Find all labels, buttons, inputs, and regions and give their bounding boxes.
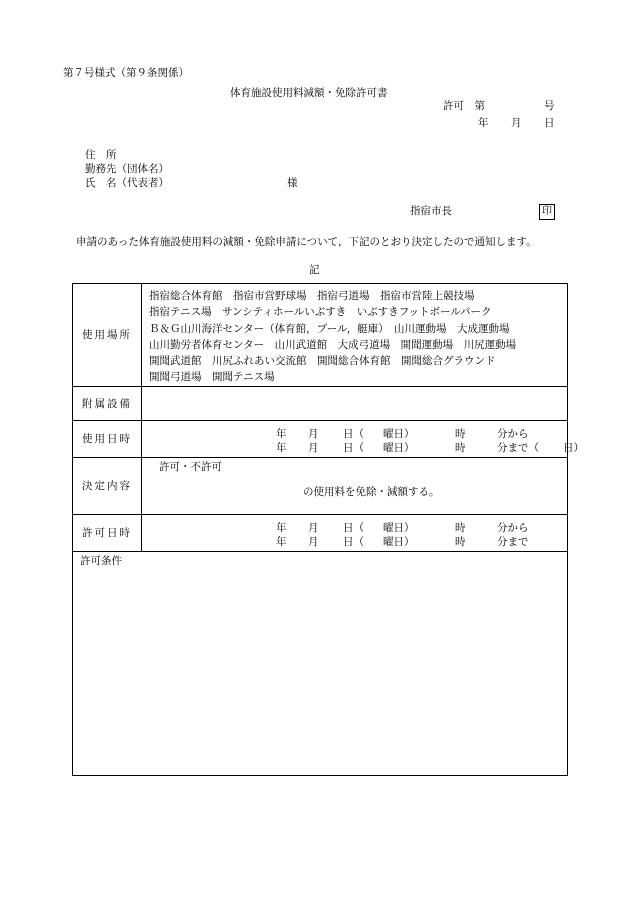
seal-box: 印	[539, 204, 555, 220]
permit-to-month: 月	[308, 535, 319, 548]
decision-text: の使用料を免除・減額する。	[303, 485, 440, 498]
issue-year-label: 年	[478, 117, 489, 129]
permit-from-weekday: 曜日）	[383, 521, 415, 534]
venue-label: 使用場所	[73, 284, 142, 387]
equipment-label: 附属設備	[73, 386, 142, 420]
permit-number-prefix: 許可 第	[443, 100, 485, 112]
venue-line: Ｂ＆Ｇ山川海洋センター（体育館，プール，艇庫） 山川運動場 大成運動場	[149, 322, 510, 335]
permit-to-day: 日（	[343, 535, 364, 548]
usage-from-day: 日（	[343, 427, 364, 440]
venue-line: 開聞武道館 川尻ふれあい交流館 開聞総合体育館 開聞総合グラウンド	[149, 355, 496, 368]
equipment-field[interactable]	[142, 386, 568, 420]
issuer-title: 指宿市長	[410, 205, 452, 217]
permit-from-minute: 分から	[497, 521, 529, 534]
conditions-label: 許可条件	[80, 554, 122, 567]
permit-datetime-label: 許可日時	[73, 514, 142, 551]
usage-datetime-field[interactable]	[142, 420, 584, 457]
permit-to-weekday: 曜日）	[383, 535, 415, 548]
usage-days: 日）	[563, 441, 584, 454]
decision-label: 決定内容	[73, 457, 142, 514]
usage-from-year: 年	[276, 427, 287, 440]
usage-from-minute: 分から	[497, 427, 529, 440]
usage-datetime-label: 使用日時	[73, 420, 142, 457]
venue-line: 指宿総合体育館 指宿市営野球場 指宿弓道場 指宿市営陸上競技場	[149, 290, 475, 302]
permit-to-hour: 時	[455, 535, 466, 548]
usage-to-year: 年	[276, 441, 287, 454]
usage-to-hour: 時	[455, 441, 466, 454]
venue-line: 山川勤労者体育センター 山川武道館 大成弓道場 開聞運動場 川尻運動場	[149, 338, 517, 351]
venue-line: 指宿テニス場 サンシティホールいぶすき いぶすきフットボールパーク	[149, 306, 492, 319]
usage-to-month: 月	[308, 441, 319, 454]
honorific: 様	[287, 177, 298, 189]
notice-text: 申請のあった体育施設使用料の減額・免除申請について，下記のとおり決定したので通知します。	[76, 236, 537, 248]
permit-from-hour: 時	[455, 521, 466, 534]
permit-datetime-field[interactable]	[142, 514, 568, 551]
issue-day-label: 日	[544, 117, 555, 129]
issue-month-label: 月	[511, 117, 522, 129]
usage-from-hour: 時	[455, 427, 466, 440]
name-label: 氏 名（代表者）	[85, 177, 169, 189]
decision-field[interactable]	[142, 457, 568, 514]
permit-from-day: 日（	[343, 521, 364, 534]
conditions-field[interactable]	[73, 551, 568, 775]
usage-from-weekday: 曜日）	[383, 427, 415, 440]
usage-to-minute: 分まで（	[497, 441, 539, 454]
permit-from-month: 月	[308, 521, 319, 534]
document-title: 体育施設使用料減額・免除許可書	[230, 87, 388, 99]
decision-choice: 許可・不許可	[159, 460, 222, 473]
usage-to-weekday: 曜日）	[383, 441, 415, 454]
permit-to-year: 年	[276, 535, 287, 548]
permit-number-suffix: 号	[544, 100, 555, 112]
address-label: 住 所	[85, 149, 117, 161]
permit-from-year: 年	[276, 521, 287, 534]
venue-line: 開聞弓道場 開聞テニス場	[149, 371, 275, 384]
ki-mark: 記	[309, 264, 320, 276]
form-table	[72, 283, 584, 776]
permit-to-minute: 分まで	[497, 535, 529, 548]
venue-list	[142, 284, 568, 387]
form-number: 第７号様式（第９条関係）	[63, 67, 189, 79]
workplace-label: 勤務先（団体名）	[85, 163, 169, 175]
usage-from-month: 月	[308, 427, 319, 440]
usage-to-day: 日（	[343, 441, 364, 454]
